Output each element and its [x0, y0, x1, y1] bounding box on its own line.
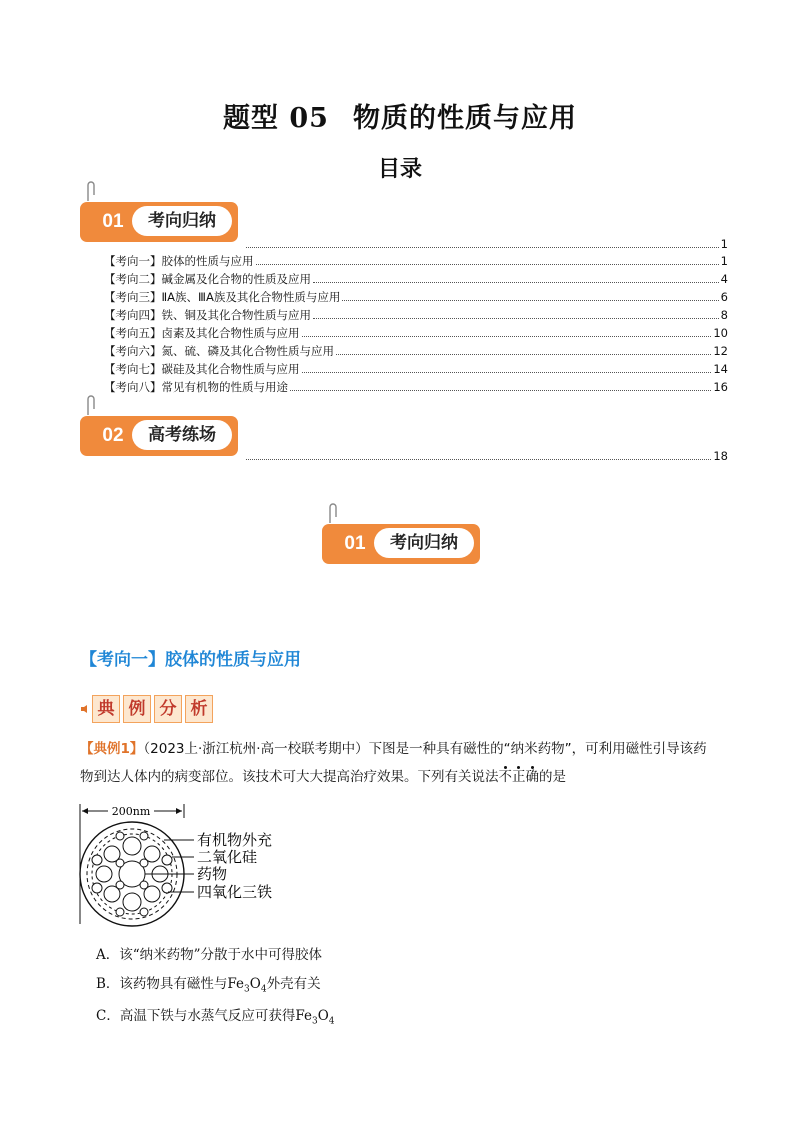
paperclip-icon [81, 394, 95, 416]
figure-label: 二氧化硅 [197, 848, 258, 866]
section-tab-01 [80, 196, 240, 242]
paperclip-icon [81, 180, 95, 202]
section-label: 高考练场 [132, 420, 232, 450]
section-number: 01 [344, 533, 366, 554]
toc-list [104, 252, 728, 396]
toc-item[interactable]: 【考向三】ⅡA族、ⅢA族及其化合物性质与应用 6 [104, 290, 728, 304]
toc-item[interactable]: 【考向二】碱金属及化合物的性质及应用 4 [104, 272, 728, 286]
badge-char: 例 [123, 695, 151, 723]
section-tab-02 [80, 410, 240, 456]
toc-item[interactable]: 【考向一】胶体的性质与应用 1 [104, 254, 728, 268]
badge-char: 分 [154, 695, 182, 723]
page-title: 题型 05 物质的性质与应用 [223, 103, 577, 134]
toc-item[interactable]: 【考向四】铁、铜及其化合物性质与应用 8 [104, 308, 728, 322]
figure-label: 有机物外充 [197, 831, 273, 849]
nanomedicine-figure [72, 800, 302, 930]
speaker-icon [80, 704, 90, 714]
example-analysis-badge [80, 694, 216, 724]
section-number: 01 [102, 211, 124, 232]
paperclip-icon [323, 502, 337, 524]
section-label: 考向归纳 [132, 206, 232, 236]
section-tab-01-center [322, 518, 482, 564]
toc-item[interactable]: 【考向七】碳硅及其化合物性质与应用 14 [104, 362, 728, 376]
section-number: 02 [102, 425, 124, 446]
toc-item[interactable]: 【考向八】常见有机物的性质与用途 16 [104, 380, 728, 394]
scale-label: 200nm [111, 805, 151, 818]
nanoparticle-diagram [72, 800, 302, 930]
toc-s2-entry[interactable]: 18 [244, 447, 728, 465]
topic-heading: 【考向一】胶体的性质与应用 [80, 650, 301, 670]
badge-char: 析 [185, 695, 213, 723]
section-label: 考向归纳 [374, 528, 474, 558]
option-a: A．该“纳米药物”分散于水中可得胶体 [96, 947, 323, 963]
example-question: 【典例1】（2023上·浙江杭州·高一校联考期中）下图是一种具有磁性的“纳米药物”，可利用磁性引导该药物到达人体内的病变部位。该技术可大大提高治疗效果。下列有关说法不正确的是 [80, 741, 707, 785]
option-b: B．该药物具有磁性与$Fe_3O_4$外壳有关 [96, 976, 321, 995]
toc-top-entry[interactable]: 1 [244, 235, 728, 253]
toc-heading: 目录 [377, 157, 422, 182]
toc-item[interactable]: 【考向五】卤素及其化合物性质与应用 10 [104, 326, 728, 340]
example-tag: 【典例1】 [80, 741, 144, 757]
figure-label: 四氧化三铁 [197, 883, 273, 901]
figure-label: 药物 [197, 865, 228, 883]
option-c: C．高温下铁与水蒸气反应可获得$Fe_3O_4$ [96, 1008, 335, 1027]
toc-item[interactable]: 【考向六】氮、硫、磷及其化合物性质与应用 12 [104, 344, 728, 358]
badge-char: 典 [92, 695, 120, 723]
